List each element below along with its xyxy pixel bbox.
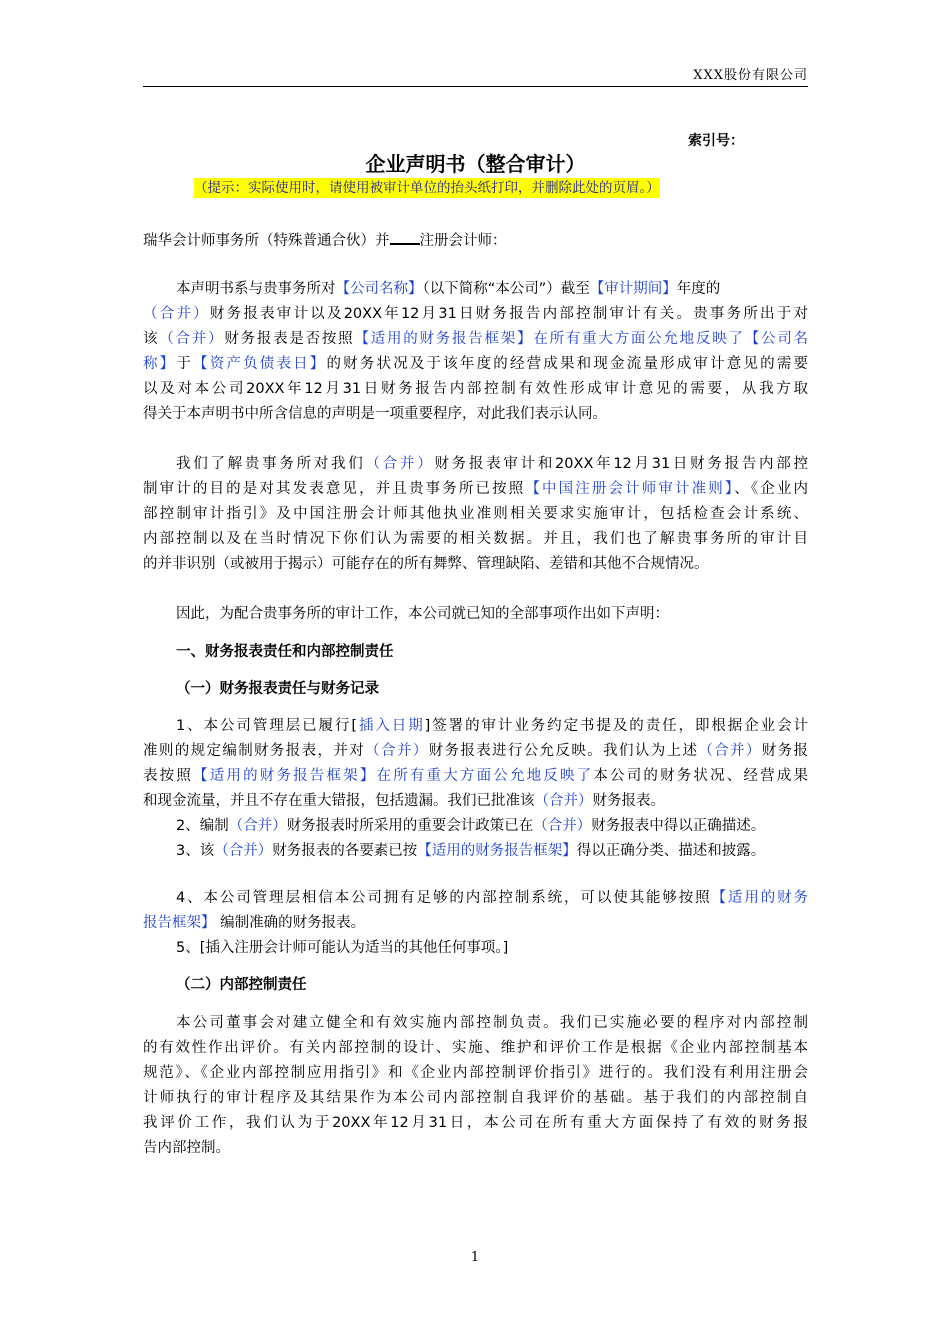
placeholder-insert-date: 插入日期: [357, 718, 425, 734]
paragraph-1-line-5: 以及对本公司20XX年12月31日财务报告内部控制有效性形成审计意见的需要，从我方取: [143, 381, 808, 397]
paragraph-1-line-4: 称】于【资产负债表日】的财务状况及于该年度的经营成果和现金流量形成审计意见的需要: [143, 356, 809, 372]
paragraph-4-line-6: 告内部控制。: [143, 1140, 230, 1156]
paragraph-4-line-2: 的有效性作出评价。有关内部控制的设计、实施、维护和评价工作是根据《企业内部控制基本: [143, 1040, 808, 1056]
item-1: 1、本公司管理层已履行[插入日期]签署的审计业务约定书提及的责任，即根据企业会计: [176, 718, 808, 734]
paragraph-1: 本声明书系与贵事务所对【公司名称】（以下简称“本公司”）截至【审计期间】年度的: [176, 281, 721, 297]
item-2: 2、编制（合并）财务报表时所采用的重要会计政策已在（合并）财务报表中得以正确描述。: [176, 818, 766, 834]
paragraph-1-line-3: 该（合并）财务报表是否按照【适用的财务报告框架】在所有重大方面公允地反映了【公司名: [143, 331, 809, 347]
index-number-label: 索引号：: [688, 133, 744, 149]
page-number: 1: [470, 1250, 480, 1265]
paragraph-4: 本公司董事会对建立健全和有效实施内部控制负责。我们已实施必要的程序对内部控制: [176, 1015, 808, 1031]
placeholder-framework: 【适用的财务报告框架】在所有重大方面公允地反映了【公司名: [354, 331, 809, 347]
placeholder-company-name: 【公司名称】: [335, 281, 423, 297]
item-3: 3、该（合并）财务报表的各要素已按【适用的财务报告框架】得以正确分类、描述和披露。: [176, 843, 766, 859]
item-1-line-4: 和现金流量，并且不存在重大错报，包括遗漏。我们已批准该（合并）财务报表。: [143, 793, 665, 809]
paragraph-2-line-4: 内部控制以及在当时情况下你们认为需要的相关数据。并且，我们也了解贵事务所的审计目: [143, 531, 808, 547]
item-5: 5、[插入注册会计师可能认为适当的其他任何事项。]: [176, 940, 509, 956]
placeholder-standards: 【中国注册会计师审计准则】: [525, 481, 735, 497]
item-4-line-2: 报告框架】 编制准确的财务报表。: [143, 915, 366, 931]
item-4: 4、本公司管理层相信本公司拥有足够的内部控制系统，可以使其能够按照【适用的财务: [176, 890, 808, 906]
blank-line: [390, 227, 420, 245]
section-heading-1: 一、财务报表责任和内部控制责任: [176, 644, 394, 660]
paragraph-3: 因此，为配合贵事务所的审计工作，本公司就已知的全部事项作出如下声明：: [176, 606, 669, 622]
paragraph-2-line-5: 的并非识别（或被用于揭示）可能存在的所有舞弊、管理缺陷、差错和其他不合规情况。: [143, 556, 709, 572]
page-title: 企业声明书（整合审计）: [365, 152, 586, 176]
item-1-line-2: 准则的规定编制财务报表，并对（合并）财务报表进行公允反映。我们认为上述（合并）财务报: [143, 743, 809, 759]
paragraph-2-line-2: 制审计的目的是对其发表意见，并且贵事务所已按照【中国注册会计师审计准则】、《企业内: [143, 481, 808, 497]
highlighted-tip: （提示：实际使用时，请使用被审计单位的抬头纸打印，并删除此处的页眉。）: [194, 180, 660, 196]
paragraph-2: 我们了解贵事务所对我们（合并）财务报表审计和20XX年12月31日财务报告内部控: [176, 456, 809, 472]
paragraph-1-line-6: 得关于本声明书中所含信息的声明是一项重要程序，对此我们表示认同。: [143, 406, 607, 422]
placeholder-audit-period: 【审计期间】: [589, 281, 677, 297]
paragraph-1-line-2: （合并）财务报表审计以及20XX年12月31日财务报告内部控制审计有关。贵事务所出于对: [143, 306, 809, 322]
page-header: [143, 66, 808, 87]
subsection-heading-1: （一）财务报表责任与财务记录: [176, 681, 379, 697]
item-1-line-3: 表按照【适用的财务报告框架】在所有重大方面公允地反映了本公司的财务状况、经营成果: [143, 768, 809, 784]
addressee: 瑞华会计师事务所（特殊普通合伙）并 注册会计师：: [143, 227, 507, 252]
paragraph-4-line-5: 我评价工作，我们认为于20XX年12月31日，本公司在所有重大方面保持了有效的财务报: [143, 1115, 808, 1131]
placeholder-balance-date: 【资产负债表日】: [193, 356, 327, 372]
paragraph-4-line-4: 计师执行的审计程序及其结果作为本公司内部控制自我评价的基础。基于我们的内部控制自: [143, 1090, 808, 1106]
subsection-heading-2: （二）内部控制责任: [176, 977, 307, 993]
paragraph-4-line-3: 规范》、《企业内部控制应用指引》和《企业内部控制评价指引》进行的。我们没有利用注册会: [143, 1065, 808, 1081]
header-company: XXX股份有限公司: [693, 68, 808, 83]
paragraph-2-line-3: 部控制审计指引》及中国注册会计师其他执业准则相关要求实施审计，包括检查会计系统、: [143, 506, 808, 522]
